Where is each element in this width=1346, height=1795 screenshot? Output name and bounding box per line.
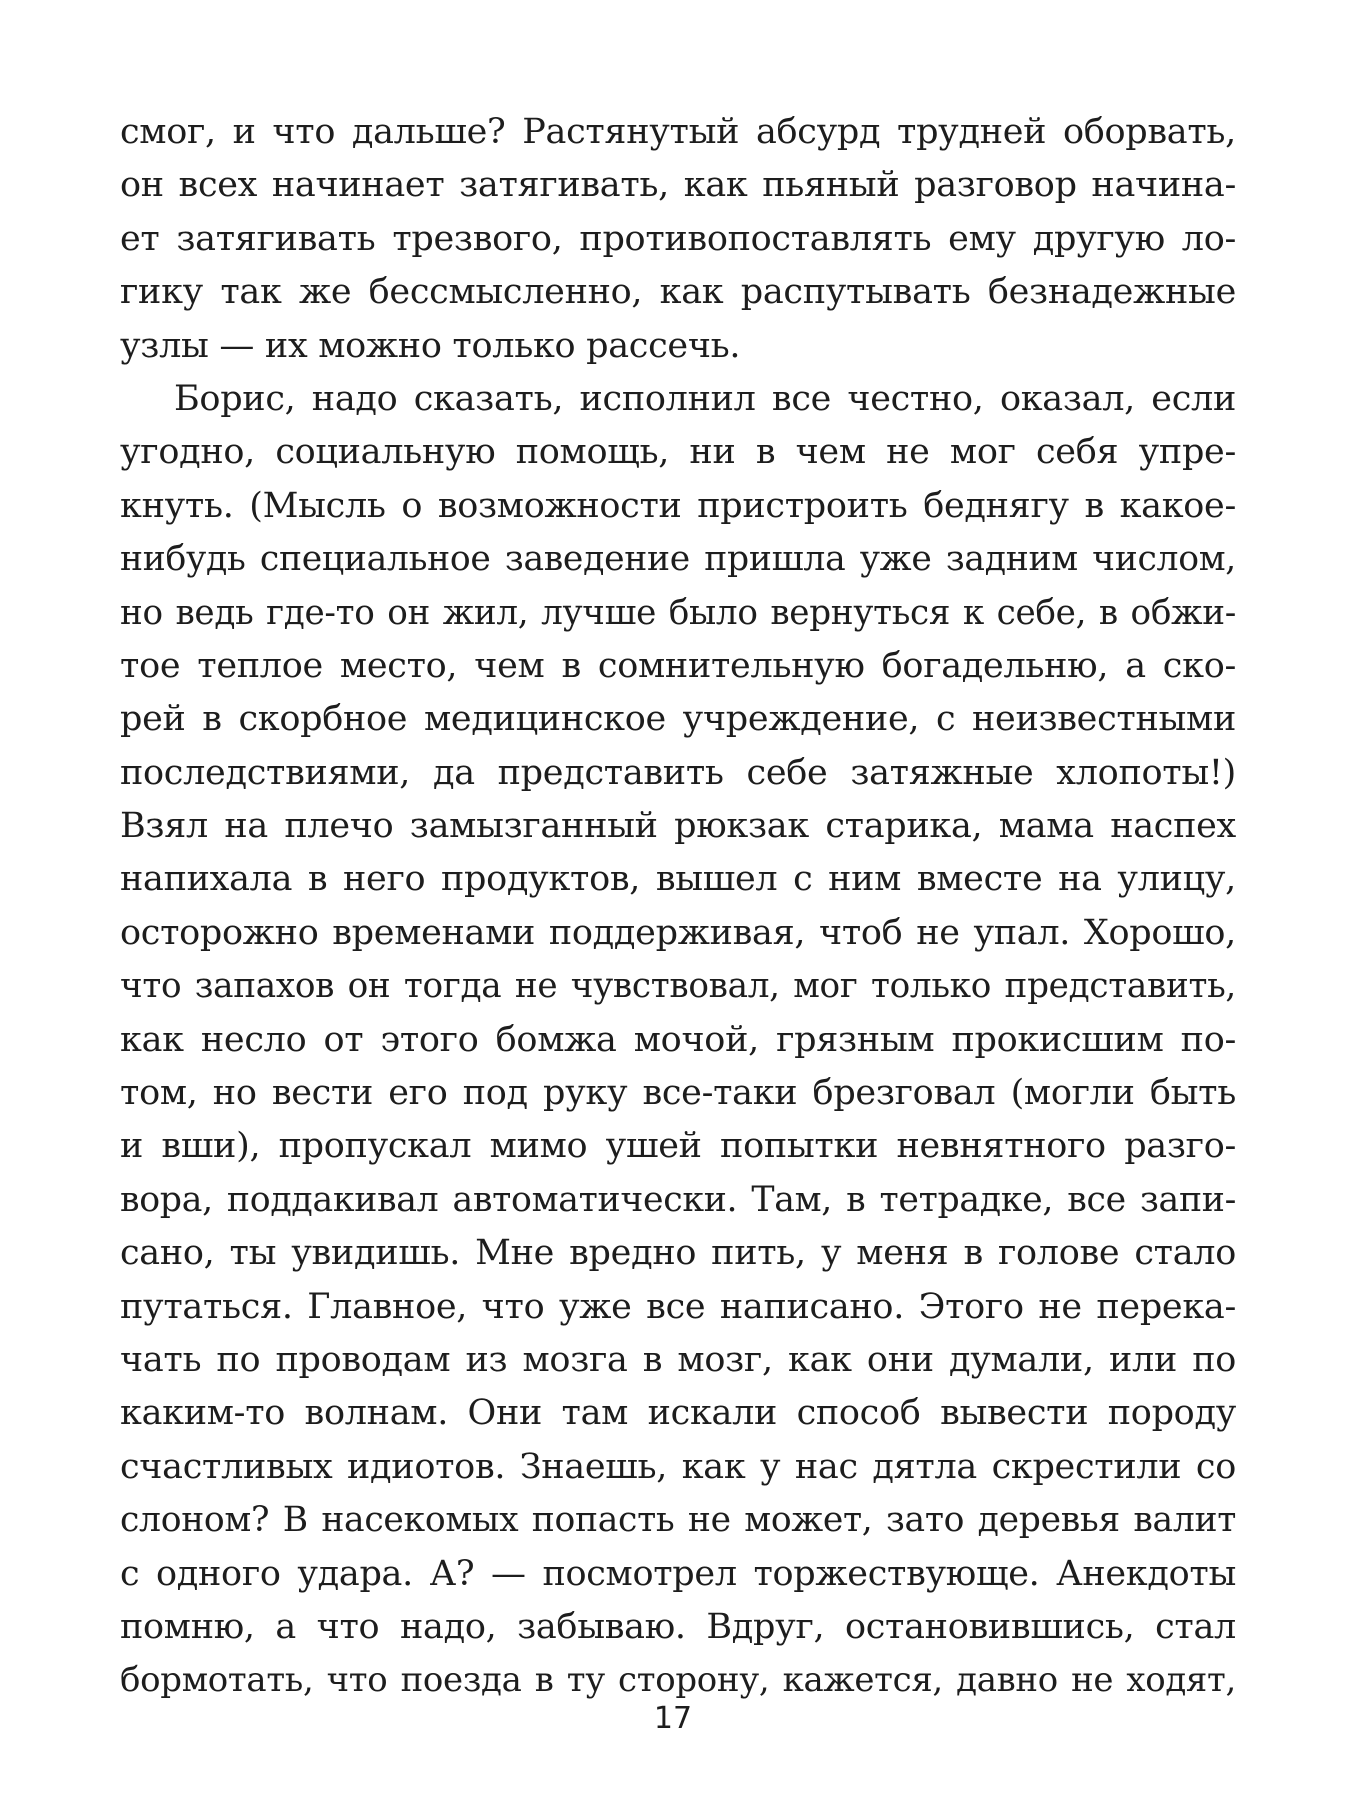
text-line: тое теплое место, чем в сомнительную богадельню, а ско-	[120, 645, 1236, 686]
text-line: слоном? В насекомых попасть не может, зато деревья валит	[120, 1500, 1236, 1541]
text-line: гику так же бессмысленно, как распутывать безнадежные	[120, 272, 1236, 313]
text-line: кнуть. (Мысль о возможности пристроить беднягу в какое-	[120, 485, 1236, 526]
text-line: последствиями, да представить себе затяжные хлопоты!)	[120, 752, 1236, 793]
text-line: осторожно временами поддерживая, чтоб не упал. Хорошо,	[120, 912, 1236, 953]
text-line: счастливых идиотов. Знаешь, как у нас дятла скрестили со	[120, 1446, 1236, 1487]
text-line: чать по проводам из мозга в мозг, как они думали, или по	[120, 1339, 1236, 1380]
text-line: ет затягивать трезвого, противопоставлять ему другую ло-	[120, 218, 1236, 259]
text-line: путаться. Главное, что уже все написано. Этого не перека-	[120, 1286, 1236, 1327]
text-line: он всех начинает затягивать, как пьяный разговор начина-	[120, 165, 1236, 206]
text-line: но ведь где-то он жил, лучше было вернуться к себе, в обжи-	[120, 592, 1236, 633]
text-line: узлы — их можно только рассечь.	[120, 325, 741, 366]
text-line: угодно, социальную помощь, ни в чем не мог себя упре-	[120, 432, 1236, 473]
text-line: с одного удара. А? — посмотрел торжествующе. Анекдоты	[120, 1553, 1236, 1594]
page-number: 17	[653, 1701, 693, 1736]
text-line: вора, поддакивал автоматически. Там, в тетрадке, все запи-	[120, 1179, 1236, 1220]
text-line: что запахов он тогда не чувствовал, мог только представить,	[120, 966, 1236, 1007]
text-line: нибудь специальное заведение пришла уже задним числом,	[120, 539, 1236, 580]
text-line: том, но вести его под руку все-таки брезговал (могли быть	[120, 1073, 1236, 1114]
text-line: рей в скорбное медицинское учреждение, с неизвестными	[120, 699, 1236, 740]
text-line-paragraph-start: Борис, надо сказать, исполнил все честно, оказал, если	[174, 378, 1236, 419]
text-line: и вши), пропускал мимо ушей попытки невнятного разго-	[120, 1126, 1236, 1167]
text-line: смог, и что дальше? Растянутый абсурд трудней оборвать,	[120, 112, 1236, 152]
text-line: как несло от этого бомжа мочой, грязным прокисшим по-	[120, 1019, 1236, 1060]
text-line: сано, ты увидишь. Мне вредно пить, у меня в голове стало	[120, 1233, 1236, 1274]
body-text	[120, 106, 1236, 1708]
text-line: помню, а что надо, забываю. Вдруг, остановившись, стал	[120, 1606, 1236, 1647]
text-line: напихала в него продуктов, вышел с ним вместе на улицу,	[120, 859, 1236, 900]
text-line: каким-то волнам. Они там искали способ вывести породу	[120, 1393, 1236, 1434]
text-line: Взял на плечо замызганный рюкзак старика, мама наспех	[120, 806, 1236, 847]
text-line: бормотать, что поезда в ту сторону, кажется, давно не ходят,	[120, 1660, 1236, 1701]
